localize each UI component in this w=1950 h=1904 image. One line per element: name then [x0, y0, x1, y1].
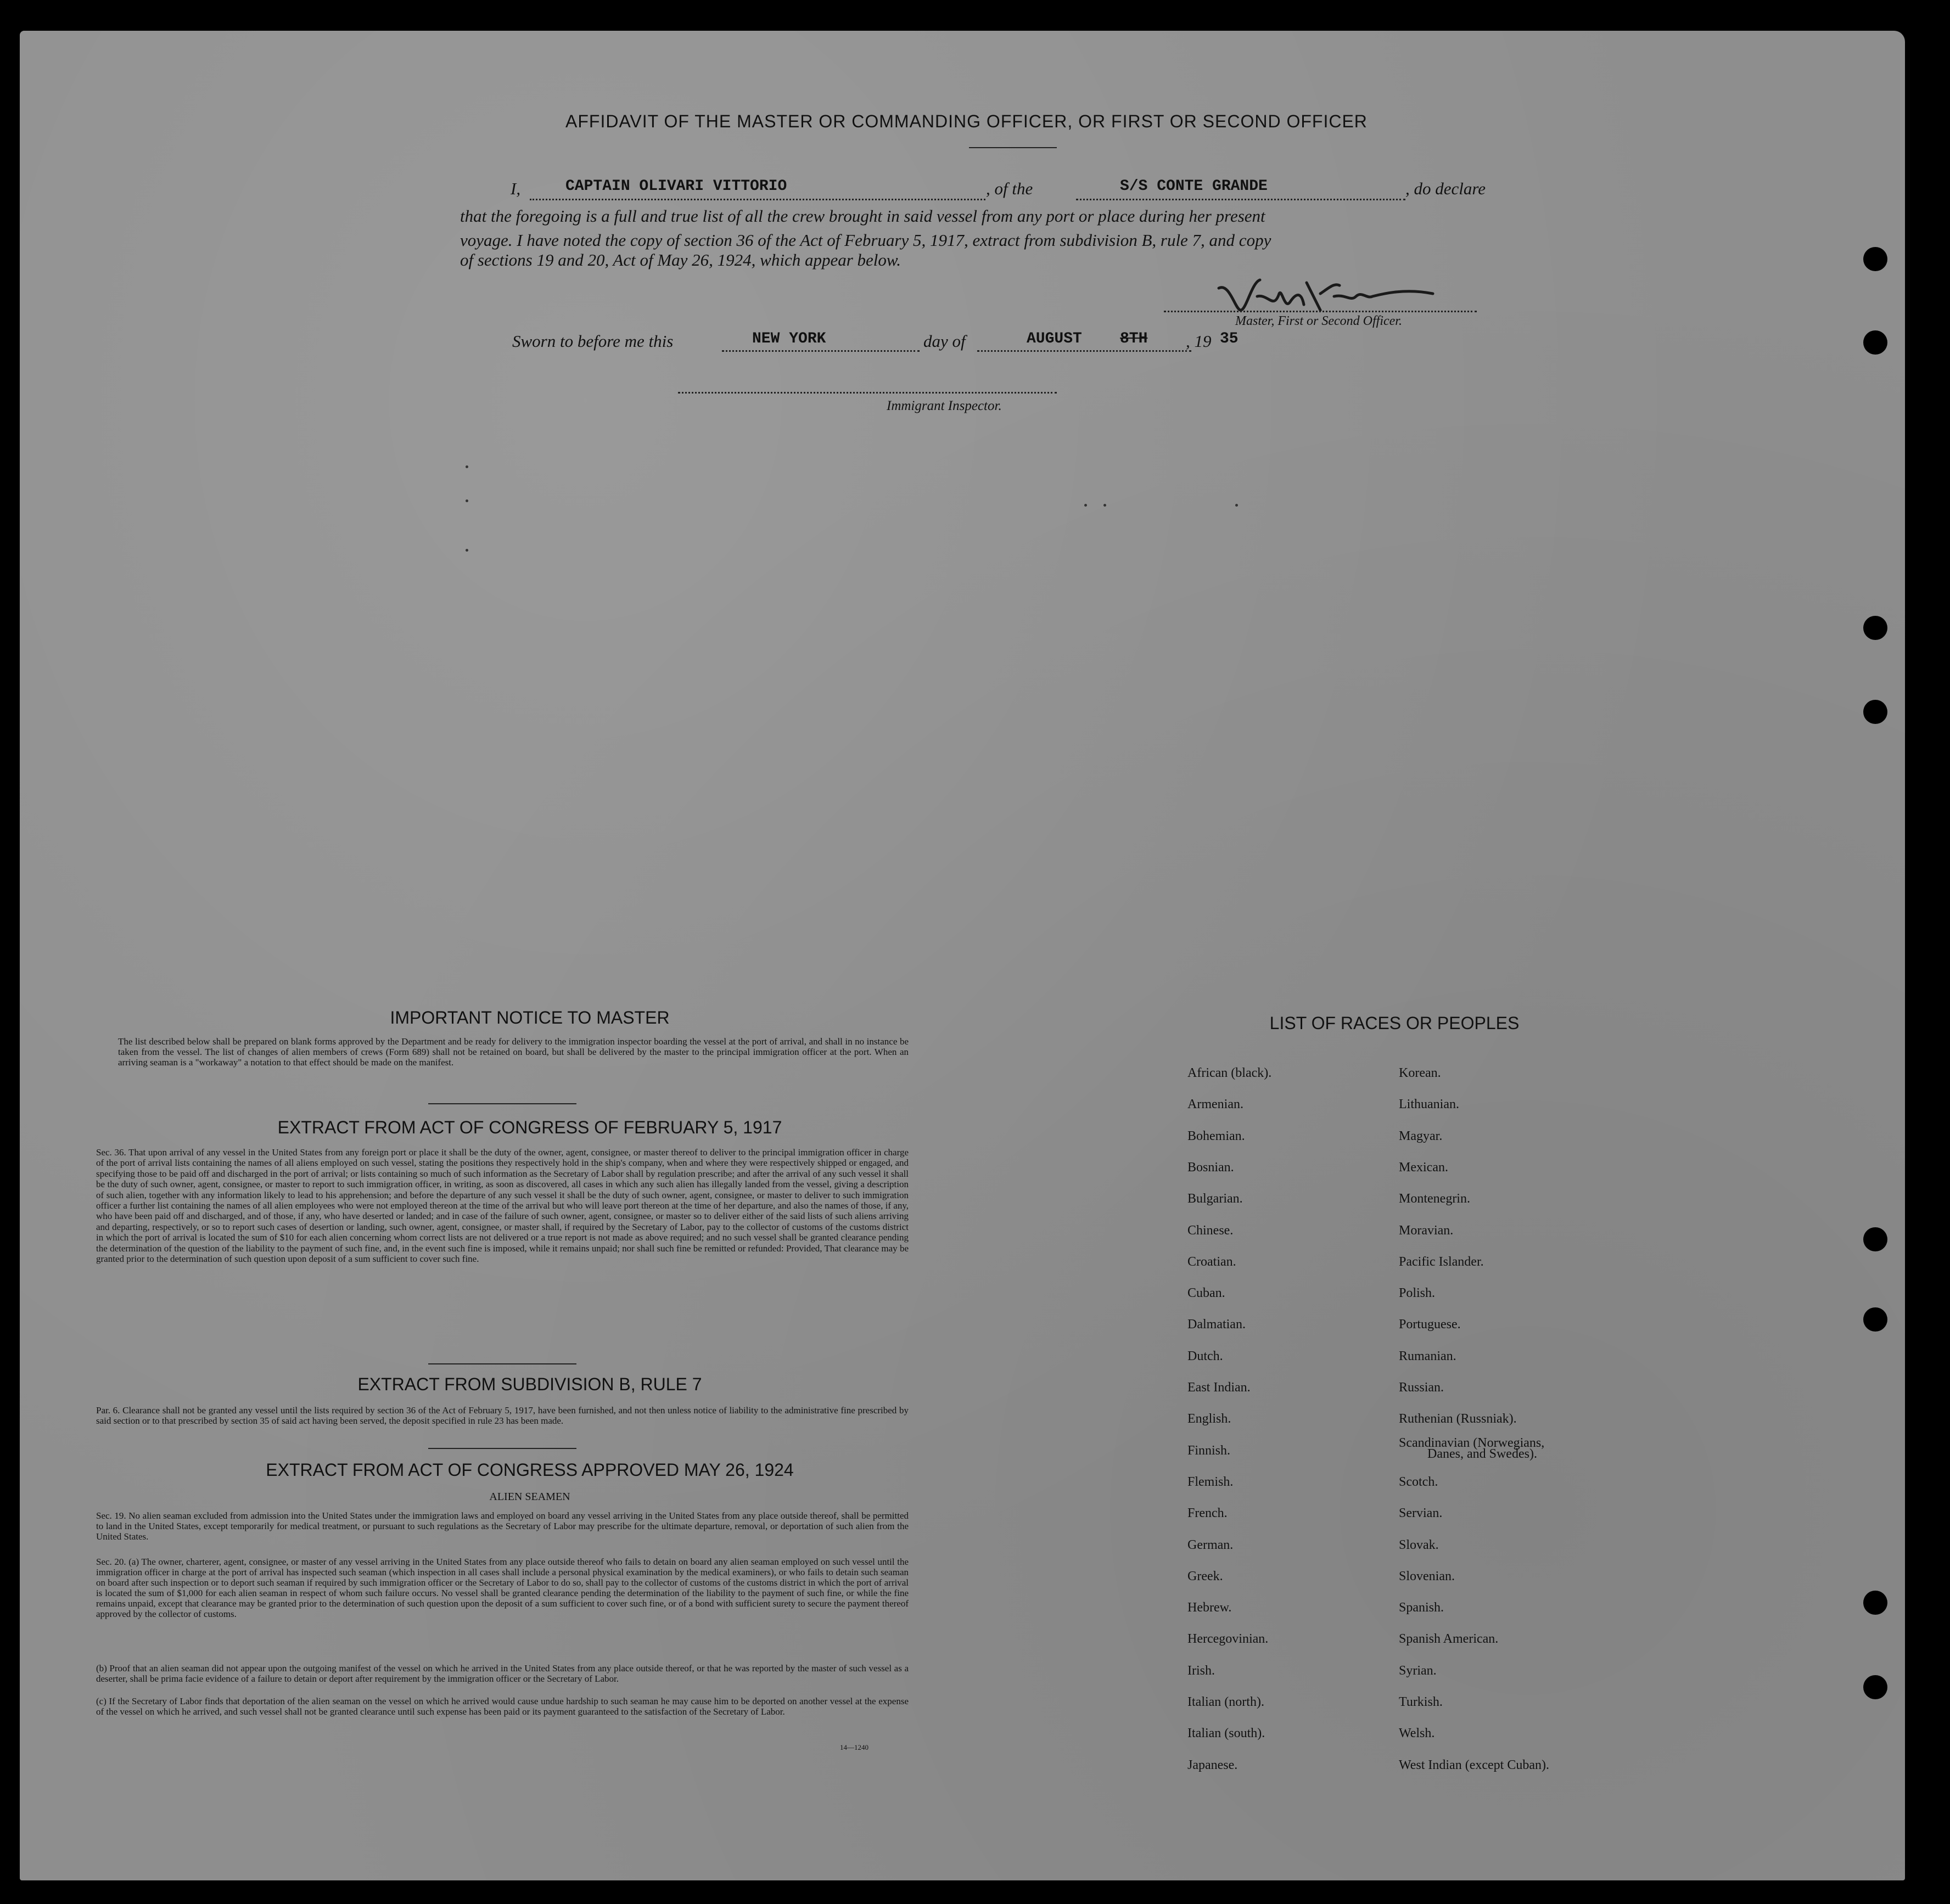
sworn-date-line — [977, 350, 1191, 352]
extract-1924-heading: EXTRACT FROM ACT OF CONGRESS APPROVED MAY 26, 1924 — [266, 1460, 794, 1480]
affidavit-title: AFFIDAVIT OF THE MASTER OR COMMANDING OFFICER, OR FIRST OR SECOND OFFICER — [565, 111, 1368, 131]
race-item: Syrian. — [1399, 1664, 1437, 1678]
notice-body: The list described below shall be prepared on blank forms approved by the Department and be ready for delivery to the immigration inspector boarding the vessel at the port of arrival, and shall in no instance be taken from the vessel. The list of changes of alien members of crews (Form 689) shall not be retained on board, but shall be delivered by the master to the principal immigration officer at the port. When an arriving seaman is a "workaway" a notation to that effect should be made on the manifest. — [118, 1036, 909, 1068]
declaration-line-3: voyage. I have noted the copy of section 36 of the Act of February 5, 1917, extract from subdivision B, rule 7, and copy — [460, 231, 1271, 250]
race-item: Korean. — [1399, 1066, 1441, 1080]
race-item: Slovenian. — [1399, 1569, 1455, 1583]
sworn-year-prefix: , 19 — [1186, 332, 1212, 351]
extract-rule7-body: Par. 6. Clearance shall not be granted any vessel until the lists required by section 36 of the Act of February 5, 1917, have been furnished, and not then unless notice of liability to the administrative fine prescribed by said section or to that prescribed by section 35 of said act having been served, the deposit specified in rule 23 has been made. — [96, 1405, 909, 1426]
race-item: Magyar. — [1399, 1129, 1443, 1143]
race-item: Servian. — [1399, 1506, 1443, 1520]
race-item: Italian (north). — [1187, 1695, 1264, 1709]
race-item: Armenian. — [1187, 1097, 1243, 1111]
stray-mark — [1235, 504, 1238, 507]
extract-rule7-heading: EXTRACT FROM SUBDIVISION B, RULE 7 — [357, 1374, 702, 1394]
signature-line — [1164, 311, 1477, 312]
master-name-field: CAPTAIN OLIVARI VITTORIO — [565, 178, 787, 195]
sworn-day-of-label: day of — [923, 332, 966, 351]
vessel-name-line — [1076, 199, 1405, 200]
race-item: Croatian. — [1187, 1255, 1236, 1269]
extract-rule7-rule — [428, 1448, 576, 1449]
title-underline — [969, 147, 1057, 148]
races-heading: LIST OF RACES OR PEOPLES — [1269, 1013, 1520, 1033]
race-item: Cuban. — [1187, 1286, 1225, 1300]
punch-hole — [1863, 1227, 1887, 1251]
race-item: Polish. — [1399, 1286, 1436, 1300]
race-item: Russian. — [1399, 1380, 1444, 1395]
race-item: Chinese. — [1187, 1223, 1234, 1238]
punch-hole — [1863, 700, 1887, 724]
declaration-line-4: of sections 19 and 20, Act of May 26, 1924, which appear below. — [460, 250, 901, 269]
sworn-year-field: 35 — [1220, 330, 1239, 347]
race-item: Rumanian. — [1399, 1349, 1456, 1363]
race-item: Hebrew. — [1187, 1600, 1232, 1615]
notice-rule — [428, 1103, 576, 1104]
race-item: Scotch. — [1399, 1475, 1438, 1489]
extract-1924-sec20c: (c) If the Secretary of Labor finds that deportation of the alien seaman on the vessel on which he arrived would cause undue hardship to such seaman he may cause him to be deported on another vessel at the expense of the vessel on which he arrived, and such vessel shall not be granted clearance until such expense has been paid or its payment guaranteed to the satisfaction of the Secretary of Labor. — [96, 1696, 909, 1717]
race-item: Irish. — [1187, 1664, 1215, 1678]
extract-1924-sec20a: Sec. 20. (a) The owner, charterer, agent, consignee, or master of any vessel arriving in the United States from any place outside thereof who fails to detain on board any alien seaman employed on such vessel until the immigration officer in charge at the port of arrival has inspected such seaman (which inspection in all cases shall include a personal physical examination by the medical examiners), or who fails to detain such seaman on board after such inspection or to deport such seaman if required by such immigration officer or the Secretary of Labor to do so, shall pay to the collector of customs of the customs district in which the port of arrival is located the sum of $1,000 for each alien seaman in respect of whom such failure occurs. No vessel shall be granted clearance pending the determination of the liability to the payment of such fine, or while the fine remains unpaid, except that clearance may be granted prior to the determination of such question upon the deposit of a sum sufficient to cover such fine, or of a bond with sufficient surety to secure the payment thereof approved by the collector of customs. — [96, 1557, 909, 1619]
race-item: Montenegrin. — [1399, 1192, 1470, 1206]
sworn-day-field: 8TH — [1120, 330, 1148, 347]
sworn-place-field: NEW YORK — [752, 330, 826, 347]
race-item: English. — [1187, 1412, 1231, 1426]
race-item: Dutch. — [1187, 1349, 1223, 1363]
race-item: East Indian. — [1187, 1380, 1251, 1395]
stray-mark — [466, 465, 468, 468]
race-item: Japanese. — [1187, 1758, 1238, 1772]
race-item: Spanish. — [1399, 1600, 1444, 1615]
race-item: Slovak. — [1399, 1538, 1439, 1552]
race-item: Moravian. — [1399, 1223, 1454, 1238]
form-number: 14—1240 — [840, 1743, 868, 1751]
extract-1924-sec19: Sec. 19. No alien seaman excluded from admission into the United States under the immigration laws and employed on board any vessel arriving in the United States from any place outside thereof, shall be permitted to land in the United States, except temporarily for medical treatment, or pursuant to such regulations as the Secretary of Labor may prescribe for the ultimate departure, removal, or deportation of such alien from the United States. — [96, 1510, 909, 1542]
race-item: Welsh. — [1399, 1726, 1435, 1740]
race-item: Ruthenian (Russniak). — [1399, 1412, 1517, 1426]
race-item: Bulgarian. — [1187, 1192, 1243, 1206]
stray-mark — [1084, 504, 1087, 507]
extract-1924-sec20b: (b) Proof that an alien seaman did not appear upon the outgoing manifest of the vessel on which he arrived in the United States from any place outside thereof, or that he was reported by the master of such vessel as a deserter, shall be prima facie evidence of a failure to detain or deport after requirement by the immigration officer or the Secretary of Labor. — [96, 1663, 909, 1684]
inspector-label: Immigrant Inspector. — [887, 398, 1002, 413]
punch-hole — [1863, 247, 1887, 271]
race-item: Scandinavian (Norwegians, — [1399, 1436, 1545, 1450]
declaration-do-declare-label: , do declare — [1405, 179, 1486, 198]
race-item: Bohemian. — [1187, 1129, 1245, 1143]
race-item: Pacific Islander. — [1399, 1255, 1484, 1269]
declaration-i-label: I, — [511, 179, 521, 198]
punch-hole — [1863, 1591, 1887, 1615]
race-item: Flemish. — [1187, 1475, 1234, 1489]
race-item: Finnish. — [1187, 1444, 1231, 1458]
sworn-prefix: Sworn to before me this — [512, 332, 674, 351]
extract-1917-heading: EXTRACT FROM ACT OF CONGRESS OF FEBRUARY 5, 1917 — [277, 1117, 782, 1137]
race-item: African (black). — [1187, 1066, 1272, 1080]
punch-hole — [1863, 616, 1887, 640]
race-item: Danes, and Swedes). — [1427, 1447, 1537, 1461]
race-item: Italian (south). — [1187, 1726, 1265, 1740]
master-name-line — [530, 199, 985, 200]
notice-heading: IMPORTANT NOTICE TO MASTER — [390, 1008, 670, 1027]
race-item: German. — [1187, 1538, 1234, 1552]
race-item: Bosnian. — [1187, 1160, 1234, 1175]
race-item: Spanish American. — [1399, 1632, 1499, 1646]
race-item: Portuguese. — [1399, 1317, 1461, 1332]
race-item: Lithuanian. — [1399, 1097, 1459, 1111]
extract-1917-body: Sec. 36. That upon arrival of any vessel in the United States from any foreign port or place it shall be the duty of the owner, agent, consignee, or master thereof to deliver to the principal immigration officer in charge of the port of arrival lists containing the names of all aliens employed on such vessel, stating the positions they respectively hold in the ship's company, when and where they were respectively shipped or engaged, and specifying those to be paid off and discharged in the port of arrival; or lists containing so much of such information as the Secretary of Labor shall by regulation prescribe; and after the arrival of any such vessel it shall be the duty of such owner, agent, consignee, or master to report to such immigration officer, in writing, as soon as discovered, all cases in which any such alien has illegally landed from the vessel, giving a description of such alien, together with any information likely to lead to his apprehension; and before the departure of any such vessel it shall be the duty of such owner, agent, consignee, or master to deliver to such immigration officer a further list containing the names of all alien employees who were not employed thereon at the time of the arrival but who will leave port thereon at the time of her departure, and also the names of those, if any, who have been paid off and discharged, and of those, if any, who have deserted or landed; and in case of the failure of such owner, agent, consignee, or master so to deliver either of the said lists of such aliens arriving and departing, respectively, or so to report such cases of desertion or landing, such owner, agent, consignee, or master shall, if required by the Secretary of Labor, pay to the collector of customs of the customs district in which the port of arrival is located the sum of $10 for each alien concerning whom correct lists are not delivered or a true report is not made as above required; and no such vessel shall be granted clearance pending the determination of the question of the liability to the payment of such fine, and, in the event such fine is imposed, while it remains unpaid; nor shall such fine be remitted or refunded: Provided, That clearance may be granted prior to the determination of such question upon deposit of a sum sufficient to cover such fine. — [96, 1147, 909, 1265]
extract-1917-rule — [428, 1363, 576, 1364]
stray-mark — [1103, 504, 1106, 507]
declaration-line-2: that the foregoing is a full and true list of all the crew brought in said vessel from any port or place during her present — [460, 206, 1265, 226]
stray-mark — [466, 549, 468, 552]
declaration-of-the-label: , of the — [986, 179, 1033, 198]
sworn-month-field: AUGUST — [1027, 330, 1082, 347]
sworn-place-line — [722, 350, 920, 352]
extract-1924-subheading: ALIEN SEAMEN — [489, 1491, 570, 1503]
race-item: Turkish. — [1399, 1695, 1443, 1709]
race-item: French. — [1187, 1506, 1228, 1520]
punch-hole — [1863, 330, 1887, 355]
race-item: Greek. — [1187, 1569, 1223, 1583]
punch-hole — [1863, 1307, 1887, 1332]
signature-caption: Master, First or Second Officer. — [1235, 314, 1402, 328]
vessel-name-field: S/S CONTE GRANDE — [1120, 178, 1268, 195]
race-item: Mexican. — [1399, 1160, 1448, 1175]
race-item: Dalmatian. — [1187, 1317, 1246, 1332]
signature-text: Vitt Olivari — [1213, 320, 1216, 321]
race-item: West Indian (except Cuban). — [1399, 1758, 1549, 1772]
stray-mark — [466, 499, 468, 502]
inspector-signature-line — [678, 392, 1057, 394]
punch-hole — [1863, 1675, 1887, 1699]
race-item: Hercegovinian. — [1187, 1632, 1269, 1646]
